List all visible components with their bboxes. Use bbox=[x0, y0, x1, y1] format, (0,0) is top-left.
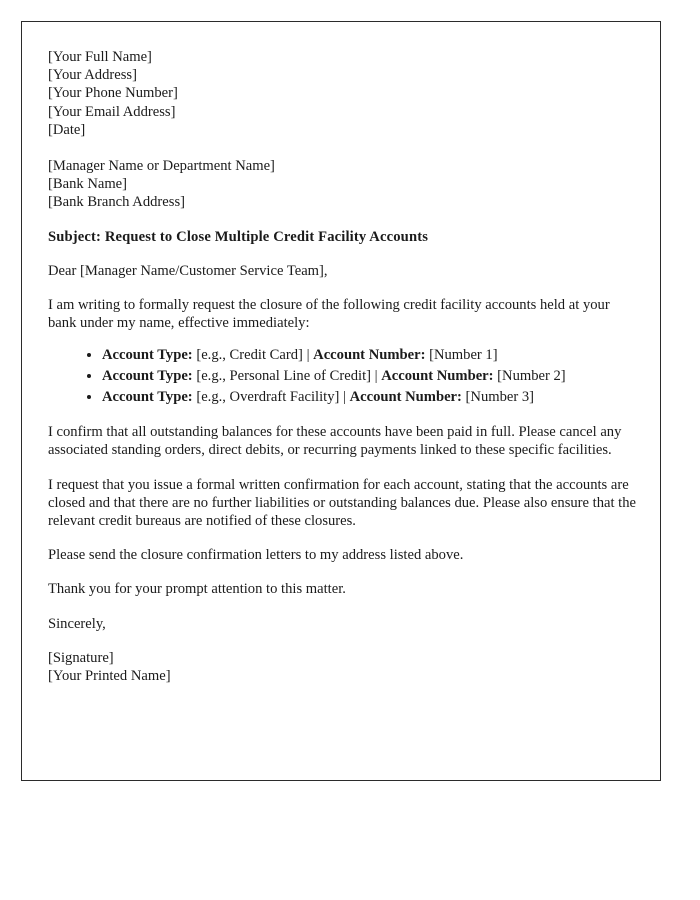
sender-line-full-name: [Your Full Name] bbox=[48, 49, 152, 65]
letter-page-frame bbox=[21, 21, 661, 781]
account-number-value: [Number 2] bbox=[497, 368, 566, 385]
account-type-value: [e.g., Credit Card] bbox=[196, 347, 303, 364]
account-number-label: Account Number: bbox=[349, 388, 462, 405]
list-item bbox=[102, 387, 636, 408]
recipient-line-bank-name: [Bank Name] bbox=[48, 176, 128, 193]
printed-name-placeholder: [Your Printed Name] bbox=[48, 668, 171, 685]
account-type-label: Account Type: bbox=[102, 368, 193, 385]
recipient-address-block bbox=[48, 157, 636, 212]
sender-line-address: [Your Address] bbox=[48, 67, 137, 84]
account-number-label: Account Number: bbox=[381, 368, 494, 385]
account-type-label: Account Type: bbox=[102, 388, 193, 405]
sender-address-block bbox=[48, 48, 636, 139]
closing-line: Sincerely, bbox=[48, 615, 106, 632]
account-type-value: [e.g., Personal Line of Credit] bbox=[196, 368, 371, 385]
field-separator: | bbox=[343, 388, 346, 405]
subject-line: Subject: Request to Close Multiple Credit Facility Accounts bbox=[48, 228, 429, 245]
account-list bbox=[48, 332, 636, 407]
address-block-spacer bbox=[48, 139, 636, 157]
account-number-value: [Number 3] bbox=[465, 388, 535, 405]
body-paragraph-balances: I confirm that all outstanding balances for these accounts have been paid in full. Please cancel any associated standing orders, direct debits, or recurring payments linked to these specific facilities. bbox=[48, 424, 622, 459]
recipient-line-branch-address: [Bank Branch Address] bbox=[48, 194, 185, 211]
list-item bbox=[102, 366, 636, 387]
intro-paragraph: I am writing to formally request the closure of the following credit facility accounts held at your bank under my name, effective immediately: bbox=[48, 297, 610, 332]
body-paragraph-confirmation: I request that you issue a formal written confirmation for each account, stating that the accounts are closed and that there are no further liabilities or outstanding balances due. Please also ensure that the relevant credit bureaus are notified of these closures. bbox=[48, 476, 637, 530]
salutation-line: Dear [Manager Name/Customer Service Team], bbox=[48, 262, 328, 279]
letter-body bbox=[48, 48, 636, 685]
sender-line-email: [Your Email Address] bbox=[48, 103, 176, 120]
body-paragraph-thanks: Thank you for your prompt attention to this matter. bbox=[48, 581, 346, 598]
signature-block bbox=[48, 633, 636, 685]
sender-line-date: [Date] bbox=[48, 121, 86, 138]
body-paragraph-send-letters: Please send the closure confirmation letters to my address listed above. bbox=[48, 547, 464, 564]
signature-placeholder: [Signature] bbox=[48, 649, 114, 666]
account-number-label: Account Number: bbox=[313, 347, 426, 364]
field-separator: | bbox=[306, 347, 310, 364]
field-separator: | bbox=[374, 368, 378, 385]
account-number-value: [Number 1] bbox=[429, 347, 498, 364]
account-type-label: Account Type: bbox=[102, 347, 193, 364]
sender-line-phone: [Your Phone Number] bbox=[48, 85, 178, 102]
account-type-value: [e.g., Overdraft Facility] bbox=[196, 388, 340, 405]
list-item bbox=[102, 345, 636, 366]
recipient-line-manager: [Manager Name or Department Name] bbox=[48, 158, 275, 175]
